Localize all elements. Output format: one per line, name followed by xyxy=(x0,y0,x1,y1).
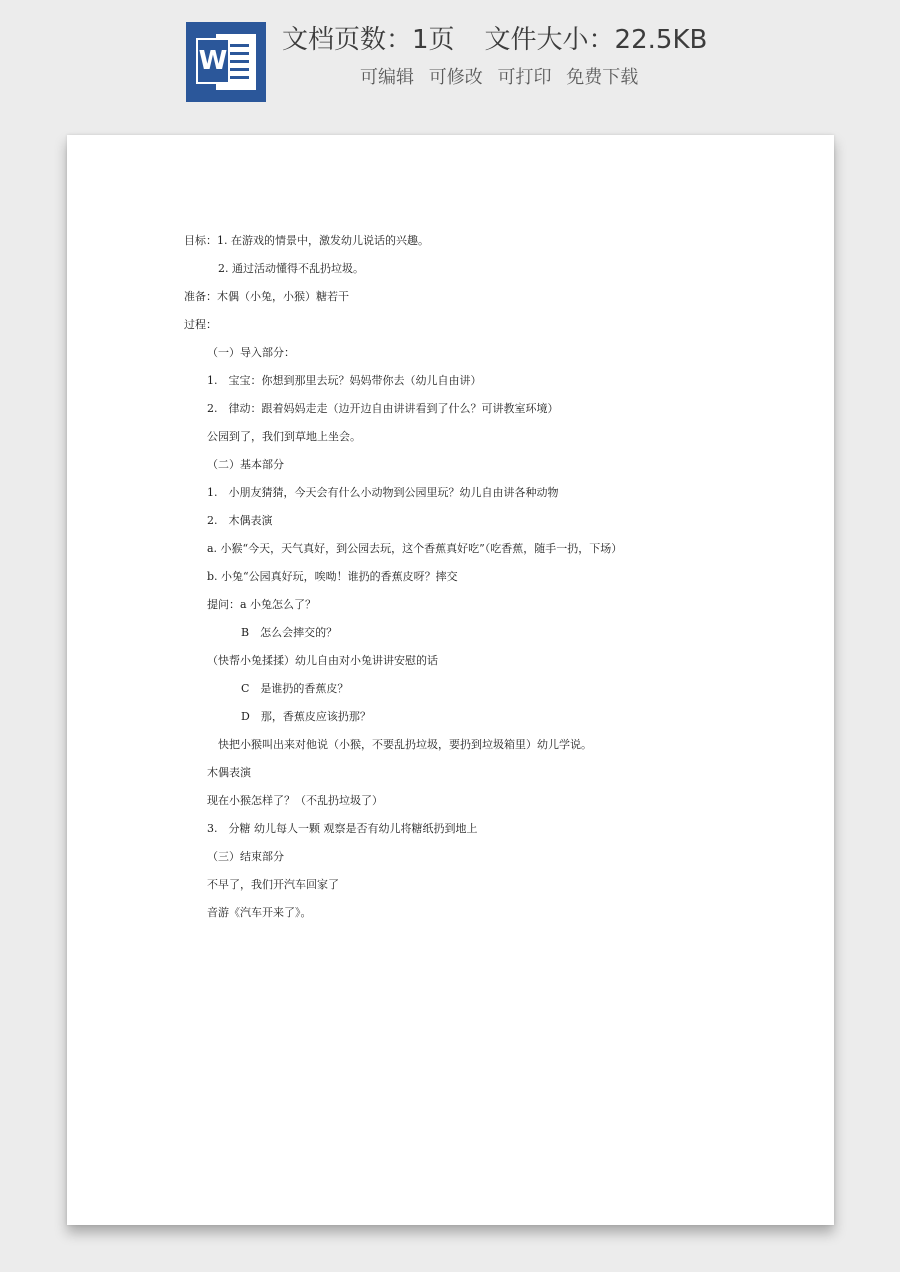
document-page xyxy=(67,135,834,1225)
doc-line-preparation: 准备：木偶（小兔，小猴）糖若干 xyxy=(184,290,349,303)
feature-list xyxy=(360,64,647,92)
file-size: 文件大小：22.5KB xyxy=(484,25,708,55)
doc-line-monkey: a. 小猴“今天，天气真好，到公园去玩，这个香蕉真好吃”（吃香蕉，随手一扔，下场） xyxy=(207,542,623,555)
doc-line-park: 公园到了，我们到草地上坐会。 xyxy=(207,430,361,443)
doc-line-intro-1: 1. 宝宝：你想到那里去玩？妈妈带你去（幼儿自由讲） xyxy=(207,374,482,387)
download-header xyxy=(0,0,900,120)
doc-line-basic-1: 1. 小朋友猜猜，今天会有什么小动物到公园里玩？幼儿自由讲各种动物 xyxy=(207,486,559,499)
doc-line-goal-1: 目标：1. 在游戏的情景中，激发幼儿说话的兴趣。 xyxy=(184,234,429,247)
doc-line-basic-3: 3. 分糖 幼儿每人一颗 观察是否有幼儿将糖纸扔到地上 xyxy=(207,822,478,835)
doc-line-section-end: （三）结束部分 xyxy=(207,850,284,863)
doc-line-question-d: D 那，香蕉皮应该扔那？ xyxy=(241,710,371,723)
doc-line-goal-2: 2. 通过活动懂得不乱扔垃圾。 xyxy=(218,262,364,275)
doc-line-section-intro: （一）导入部分： xyxy=(207,346,295,359)
doc-line-section-basic: （二）基本部分 xyxy=(207,458,284,471)
doc-line-intro-2: 2. 律动：跟着妈妈走走（边开边自由讲讲看到了什么？可讲教室环境） xyxy=(207,402,559,415)
doc-line-call-monkey: 快把小猴叫出来对他说（小猴，不要乱扔垃圾，要扔到垃圾箱里）幼儿学说。 xyxy=(218,738,592,751)
feature-modifiable: 可修改 xyxy=(428,67,483,88)
file-meta xyxy=(282,20,707,60)
doc-line-question-a: 提问：a 小兔怎么了？ xyxy=(207,598,317,611)
doc-line-go-home: 不早了，我们开汽车回家了 xyxy=(207,878,339,891)
feature-editable: 可编辑 xyxy=(360,67,414,88)
doc-line-process: 过程： xyxy=(184,318,217,331)
word-logo-letter: W xyxy=(196,38,230,84)
page-count: 文档页数：1页 xyxy=(282,25,455,55)
doc-line-music-game: 音游《汽车开来了》。 xyxy=(207,906,312,919)
doc-line-question-b: B 怎么会摔交的？ xyxy=(241,626,338,639)
doc-line-basic-2: 2. 木偶表演 xyxy=(207,514,273,527)
feature-free-download: 免费下载 xyxy=(566,67,639,88)
doc-line-monkey-now: 现在小猴怎样了？（不乱扔垃圾了） xyxy=(207,794,383,807)
feature-printable: 可打印 xyxy=(497,67,552,88)
doc-line-comfort: （快帮小兔揉揉）幼儿自由对小兔讲讲安慰的话 xyxy=(207,654,438,667)
doc-line-puppet-show: 木偶表演 xyxy=(207,766,251,779)
word-file-icon xyxy=(186,22,266,102)
doc-line-question-c: C 是谁扔的香蕉皮？ xyxy=(241,682,349,695)
doc-line-rabbit: b. 小兔“公园真好玩，唉呦！谁扔的香蕉皮呀？摔交 xyxy=(207,570,458,583)
